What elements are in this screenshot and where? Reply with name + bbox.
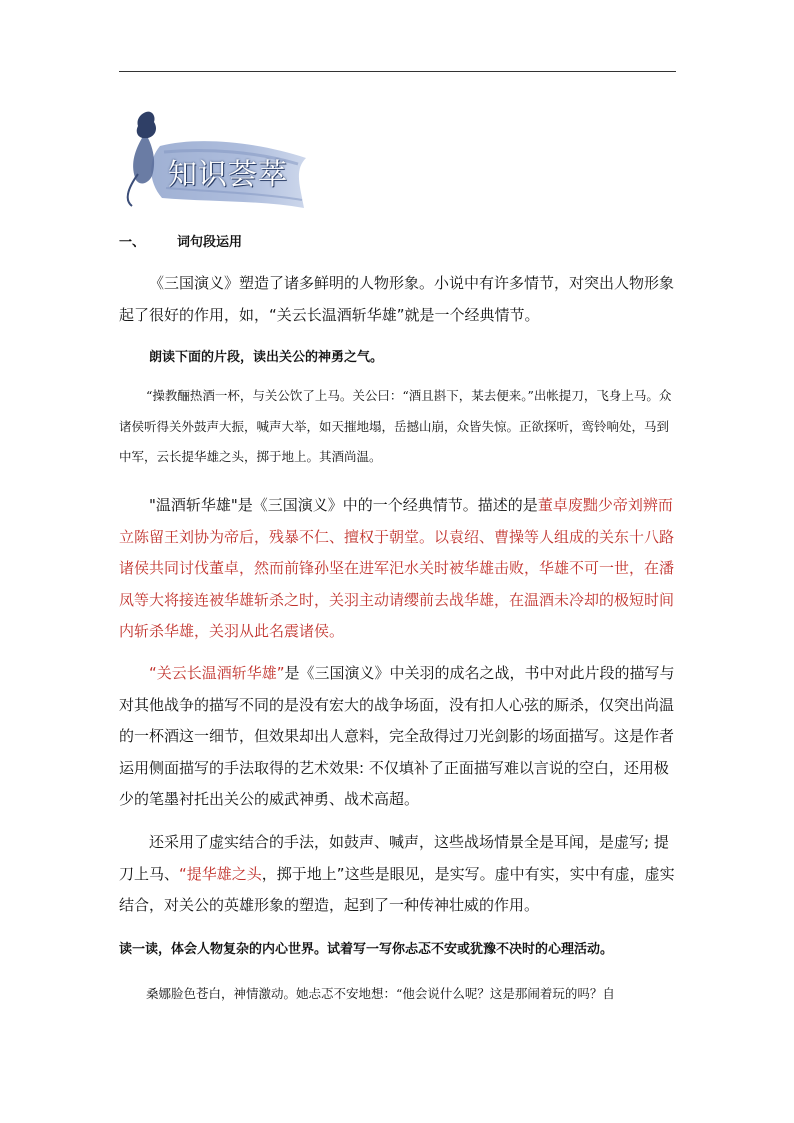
paragraph-technique-lead: 还采用了虚实结合的手法，如鼓声、喊声，这些战场情景全是耳闻，是虚写; 提刀上马、 [119, 833, 669, 883]
paragraph-analysis [119, 658, 679, 816]
paragraph-background [119, 490, 679, 648]
paragraph-intro: 《三国演义》塑造了诸多鲜明的人物形象。小说中有许多情节，对突出人物形象起了很好的作用，如，“关云长温酒斩华雄”就是一个经典情节。 [119, 274, 675, 324]
excerpt-last-line: 桑娜脸色苍白，神情激动。她忐忑不安地想：“他会说什么呢？这是那闹着玩的吗？自 [146, 986, 615, 1001]
quote-highlight: “提华雄之头 [179, 864, 262, 883]
quoted-excerpt: “操教酾热酒一杯，与关公饮了上马。关公曰：“酒且斟下，某去便来。”出帐提刀，飞身上马。众诸侯听得关外鼓声大振，喊声大举，如天摧地塌，岳撼山崩，众皆失惊。正欲探听，鸾铃响处，马到中军，云长提华雄之头，掷于地上。其酒尚温。 [119, 388, 672, 464]
paragraph-technique-body: ，掷于地上”这些是眼见，是实写。虚中有实，实中有虚，虚实结合，对关公的英雄形象的塑造，起到了一种传神壮威的作用。 [119, 864, 675, 914]
banner-title: 知识荟萃 [168, 157, 289, 191]
section-heading [119, 231, 242, 250]
header-rule [119, 71, 676, 72]
paragraph-background-highlight: 董卓废黜少帝刘辨而立陈留王刘协为帝后，残暴不仁、擅权于朝堂。以袁绍、曹操等人组成的关东十八路诸侯共同讨伐董卓，然而前锋孙坚在进军汜水关时被华雄击败，华雄不可一世，在潘凤等大将接连被华雄斩杀之时，关羽主动请缨前去战华雄，在温酒未冷却的极短时间内斩杀华雄，关羽从此名震诸侯。 [119, 496, 675, 640]
paragraph-background-lead: "温酒斩华雄"是《三国演义》中的一个经典情节。描述的是 [149, 496, 538, 514]
paragraph-analysis-body: 是《三国演义》中关羽的成名之战，书中对此片段的描写与对其他战争的描写不同的是没有宏大的战争场面，没有扣人心弦的厮杀，仅突出尚温的一杯酒这一细节，但效果却出人意料，完全敌得过刀光剑影的场面描写。这是作者运用侧面描写的手法取得的艺术效果: 不仅填补了正面描写难以言说的空白，还用极少的笔墨衬托出关公的威武神勇、战术高超。 [119, 664, 675, 808]
section-number: 一、 [119, 235, 146, 250]
paragraph-technique [119, 827, 679, 922]
section-title: 词句段运用 [177, 235, 243, 250]
episode-title-highlight: “关云长温酒斩华雄” [149, 664, 285, 682]
reading-instruction: 朗读下面的片段，读出关公的神勇之气。 [149, 350, 384, 365]
writing-instruction: 读一读，体会人物复杂的内心世界。试着写一写你忐忑不安或犹豫不决时的心理活动。 [119, 942, 614, 957]
